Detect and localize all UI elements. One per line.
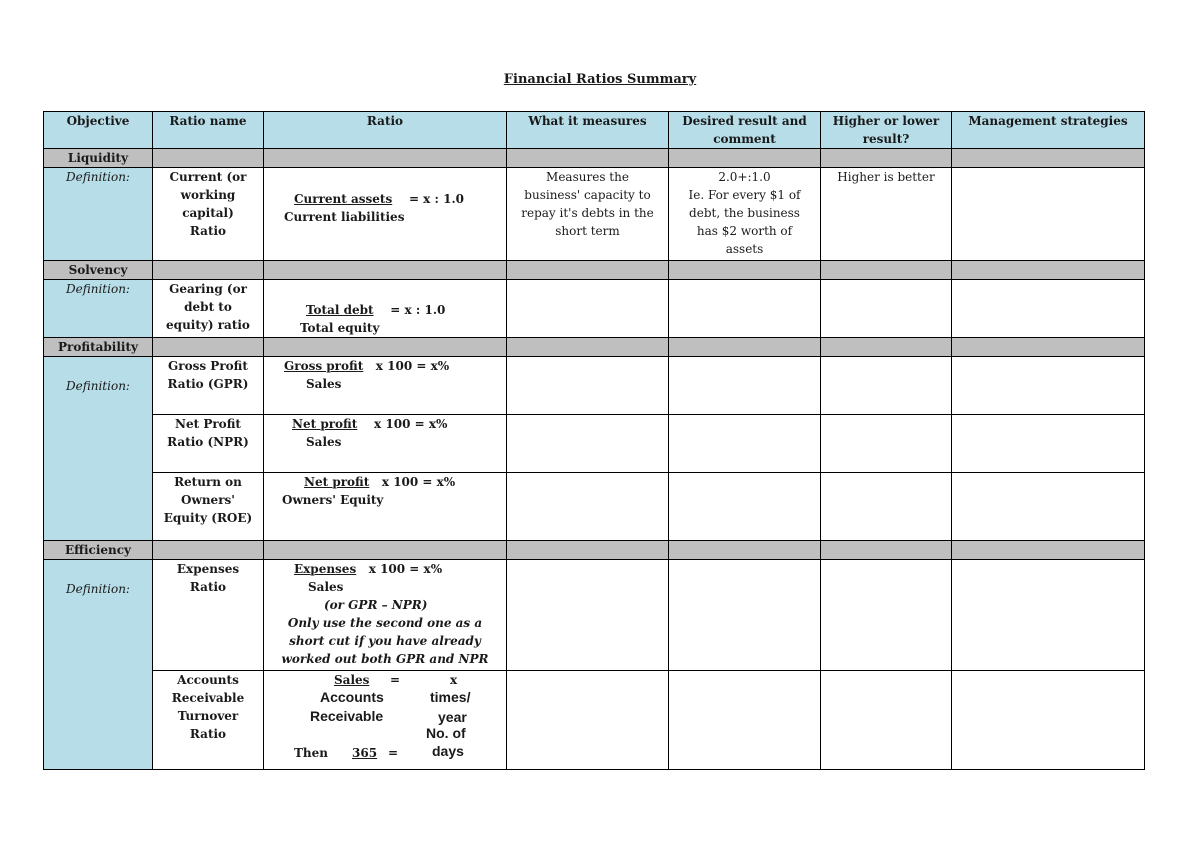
table-row-roe: [44, 473, 1145, 541]
definition-label: Definition:: [44, 560, 153, 770]
section-label-solvency: Solvency: [44, 261, 153, 280]
ratio-formula-roe: Net profit x 100 = x% Owners' Equity: [264, 473, 507, 541]
desired-result-current: 2.0+:1.0 Ie. For every $1 of debt, the business has $2 worth of assets: [669, 168, 821, 261]
definition-label: Definition:: [44, 357, 153, 541]
ratio-formula-expenses: Expenses x 100 = x% Sales (or GPR – NPR) Only use the second one as a short cut if you have already worked out both GPR and NPR: [264, 560, 507, 671]
strategies-current: [952, 168, 1145, 261]
definition-label: Definition:: [44, 280, 153, 338]
section-row-solvency: [44, 261, 1145, 280]
section-row-efficiency: [44, 541, 1145, 560]
measures-current: Measures the business' capacity to repay it's debts in the short term: [507, 168, 669, 261]
section-row-profitability: [44, 338, 1145, 357]
financial-ratios-table: [43, 111, 1145, 770]
table-row-accounts-receivable: [44, 671, 1145, 770]
header-ratio-name: Ratio name: [153, 112, 264, 149]
higher-lower-current: Higher is better: [821, 168, 952, 261]
table-row-expenses-ratio: [44, 560, 1145, 671]
header-ratio: Ratio: [264, 112, 507, 149]
ratio-formula-gpr: Gross profit x 100 = x% Sales: [264, 357, 507, 415]
expenses-shortcut-note: Only use the second one as a short cut if you have already worked out both GPR and NPR: [281, 616, 489, 666]
section-label-liquidity: Liquidity: [44, 149, 153, 168]
ratio-formula-accounts-receivable: Sales = x Accounts times/ Receivable year No. of Then 365 = days: [264, 671, 507, 770]
section-label-efficiency: Efficiency: [44, 541, 153, 560]
section-row-liquidity: [44, 149, 1145, 168]
ratio-name-expenses: Expenses Ratio: [153, 560, 264, 671]
ratio-formula-gearing: Total debt = x : 1.0 Total equity: [264, 280, 507, 338]
table-row-gpr: [44, 357, 1145, 415]
header-row: [44, 112, 1145, 149]
table-row-current-ratio: [44, 168, 1145, 261]
ratio-name-npr: Net Profit Ratio (NPR): [153, 415, 264, 473]
ratio-name-accounts-receivable: Accounts Receivable Turnover Ratio: [153, 671, 264, 770]
header-higher-or-lower: Higher or lower result?: [821, 112, 952, 149]
definition-label: Definition:: [44, 168, 153, 261]
ratio-name-roe: Return on Owners' Equity (ROE): [153, 473, 264, 541]
section-label-profitability: Profitability: [44, 338, 153, 357]
ratio-name-current: Current (or working capital) Ratio: [153, 168, 264, 261]
table-row-gearing-ratio: [44, 280, 1145, 338]
ratio-name-gearing: Gearing (or debt to equity) ratio: [153, 280, 264, 338]
table-row-npr: [44, 415, 1145, 473]
document-title: Financial Ratios Summary: [503, 72, 697, 87]
ratio-formula-current: Current assets = x : 1.0 Current liabilities: [264, 168, 507, 261]
header-desired-result: Desired result and comment: [669, 112, 821, 149]
header-management-strategies: Management strategies: [952, 112, 1145, 149]
ratio-name-gpr: Gross Profit Ratio (GPR): [153, 357, 264, 415]
header-objective: Objective: [44, 112, 153, 149]
ratio-formula-npr: Net profit x 100 = x% Sales: [264, 415, 507, 473]
header-what-it-measures: What it measures: [507, 112, 669, 149]
